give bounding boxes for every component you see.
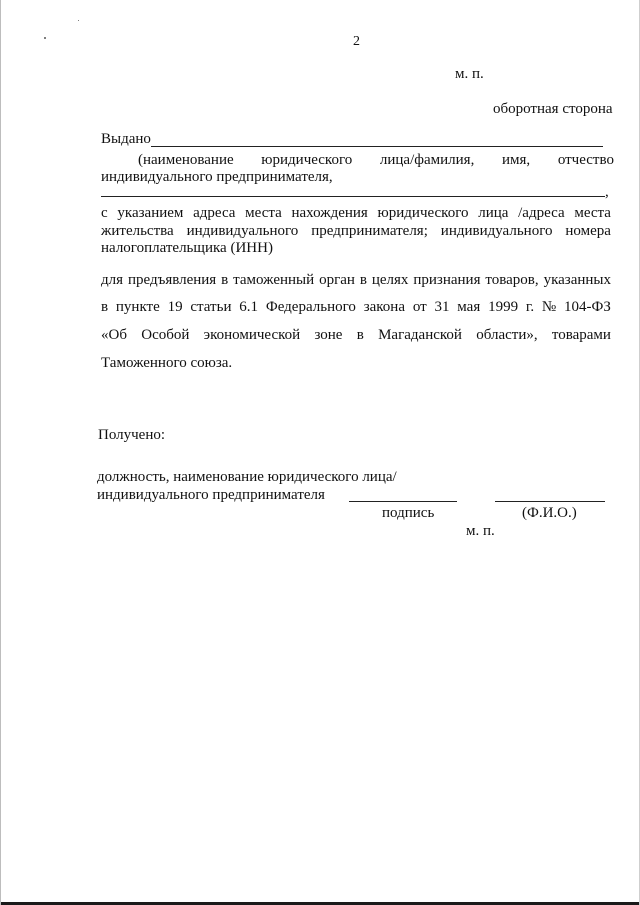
purpose-word: признания	[413, 272, 481, 288]
purpose-word: №	[541, 299, 557, 315]
purpose-word: Особой	[141, 327, 190, 343]
scan-speck	[44, 37, 46, 39]
address-word: нахождения	[291, 205, 368, 221]
address-word: /адреса	[518, 205, 565, 221]
address-hint-line-1	[101, 204, 611, 222]
purpose-word: целях	[371, 272, 409, 288]
address-word: жительства	[101, 223, 174, 239]
address-word: предпринимателя;	[311, 223, 428, 239]
address-word: места	[574, 205, 611, 221]
purpose-word: орган	[319, 272, 355, 288]
issued-label: Выдано	[101, 131, 151, 147]
address-hint-line-2	[101, 222, 611, 240]
purpose-word: товарами	[551, 327, 611, 343]
issued-fill-line-2	[101, 196, 605, 197]
address-word: индивидуального	[186, 223, 299, 239]
hint-word: (наименование	[138, 152, 234, 168]
purpose-word: закона	[363, 299, 405, 315]
purpose-word: Федерального	[265, 299, 356, 315]
reverse-side-label: оборотная сторона	[493, 101, 613, 117]
hint-word: отчество	[557, 152, 614, 168]
purpose-word: г.	[525, 299, 535, 315]
signature-caption: подпись	[382, 505, 435, 521]
purpose-word: статьи	[190, 299, 232, 315]
purpose-line-4: Таможенного союза.	[101, 355, 233, 371]
purpose-word: предъявления	[127, 272, 217, 288]
purpose-word: таможенный	[233, 272, 315, 288]
hint-word: юридического	[261, 152, 353, 168]
position-line-1: должность, наименование юридического лица/	[97, 469, 397, 485]
address-word: с	[101, 205, 108, 221]
purpose-word: в	[356, 327, 364, 343]
hint-word: лица/фамилия,	[379, 152, 475, 168]
purpose-word: пункте	[115, 299, 160, 315]
address-word: номера	[565, 223, 611, 239]
address-word: адреса	[193, 205, 236, 221]
purpose-word: 1999	[488, 299, 519, 315]
purpose-line-2	[101, 298, 611, 316]
purpose-word: 19	[167, 299, 183, 315]
hint-word: имя,	[501, 152, 531, 168]
position-line-2: индивидуального предпринимателя	[97, 487, 325, 503]
full-name-line	[495, 501, 605, 502]
address-word: лица	[478, 205, 509, 221]
purpose-word: Магаданской	[378, 327, 462, 343]
purpose-word: 31	[434, 299, 450, 315]
purpose-word: в	[359, 272, 367, 288]
purpose-word: 6.1	[239, 299, 259, 315]
stamp-placeholder-bottom: м. п.	[466, 523, 495, 539]
issued-hint-line-2: индивидуального предпринимателя,	[101, 169, 333, 185]
purpose-word: товаров,	[485, 272, 539, 288]
purpose-word: от	[412, 299, 427, 315]
issued-fill-line	[151, 146, 603, 147]
address-word: указанием	[117, 205, 184, 221]
purpose-word: для	[101, 272, 124, 288]
purpose-line-1	[101, 271, 611, 289]
issued-hint-line-1	[138, 151, 614, 169]
address-word: места	[245, 205, 282, 221]
received-label: Получено:	[98, 427, 166, 443]
address-hint-line-3: налогоплательщика (ИНН)	[101, 240, 273, 256]
purpose-word: области»,	[476, 327, 538, 343]
purpose-word: 104-ФЗ	[564, 299, 611, 315]
purpose-word: экономической	[203, 327, 301, 343]
purpose-word: в	[221, 272, 229, 288]
signature-line	[349, 501, 457, 502]
purpose-word: указанных	[543, 272, 611, 288]
address-word: юридического	[377, 205, 469, 221]
stamp-placeholder-top: м. п.	[455, 66, 484, 82]
page-number: 2	[353, 34, 360, 49]
purpose-word: мая	[457, 299, 481, 315]
scan-speck	[78, 20, 79, 21]
purpose-word: в	[101, 299, 109, 315]
address-word: индивидуального	[440, 223, 553, 239]
issued-line-comma: ,	[605, 184, 609, 200]
purpose-line-3	[101, 326, 611, 344]
purpose-word: зоне	[314, 327, 343, 343]
full-name-caption: (Ф.И.О.)	[522, 505, 577, 521]
purpose-word: «Об	[101, 327, 127, 343]
